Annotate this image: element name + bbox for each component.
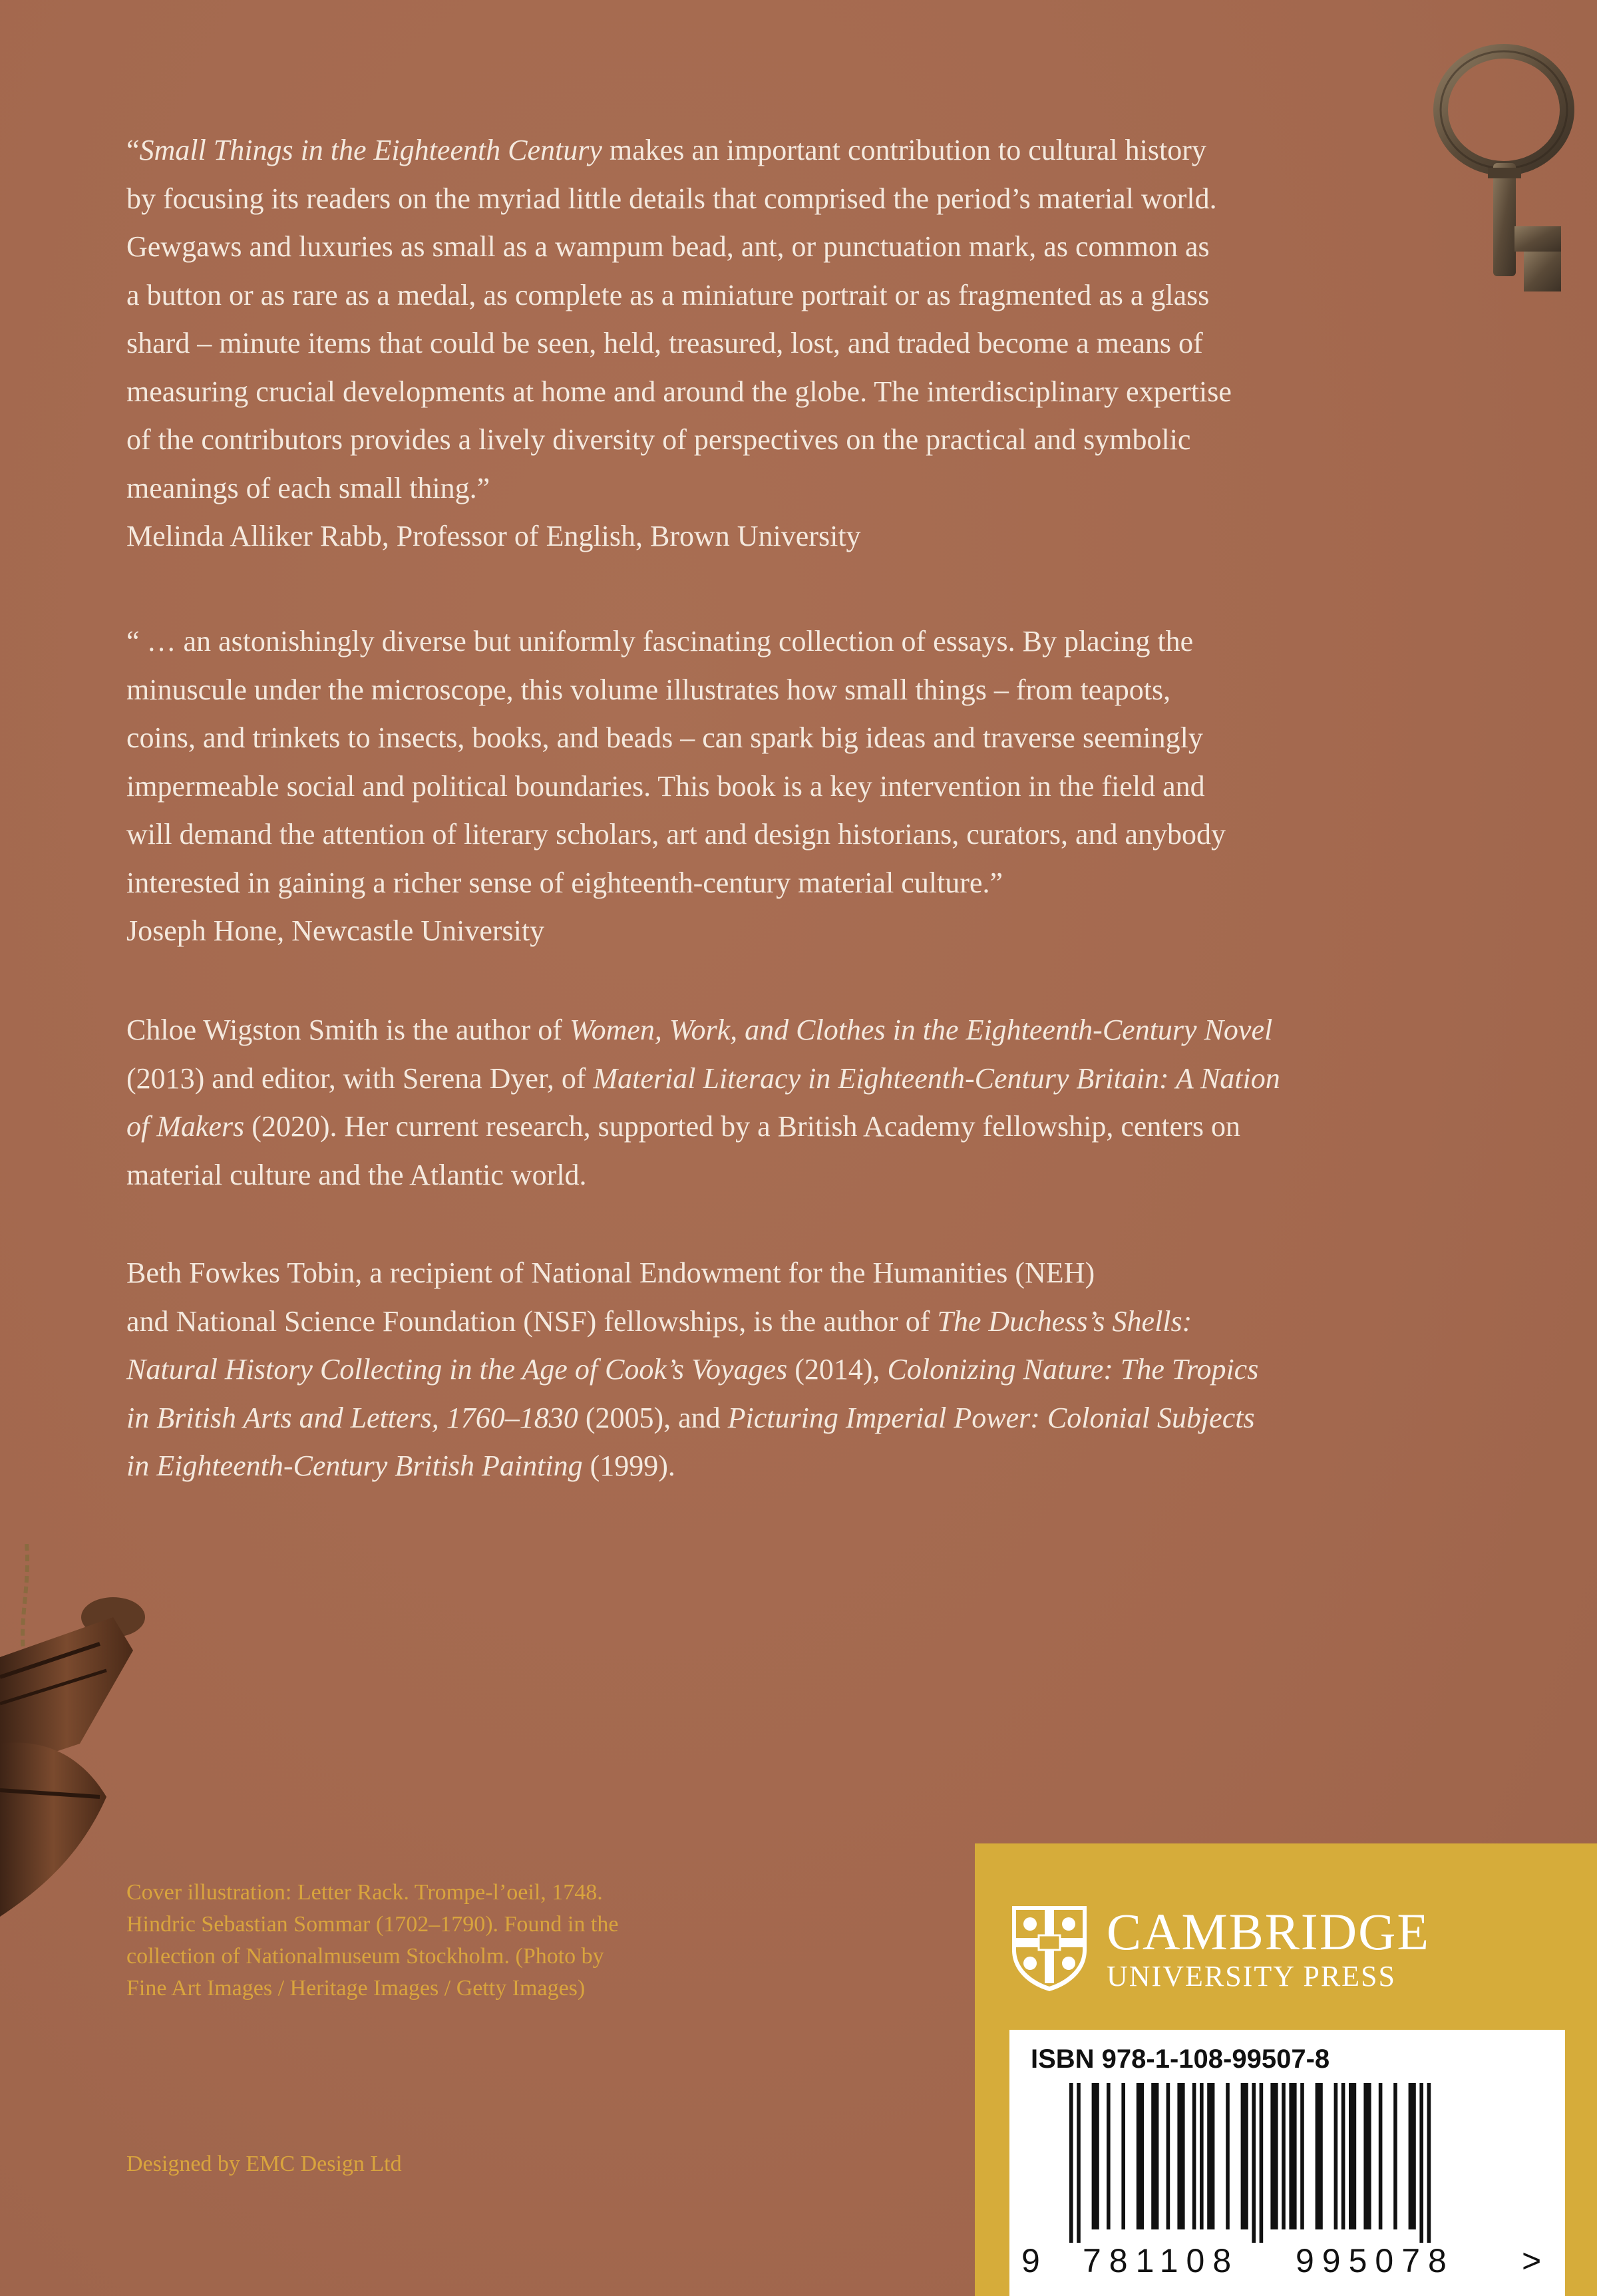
barcode-bar (1409, 2083, 1416, 2229)
quote-line: “ … an astonishingly diverse but uniformly fascinating collection of essays. By placing the (126, 625, 1194, 658)
review-quote-1 (126, 126, 1457, 561)
barcode-bar (1427, 2083, 1431, 2243)
barcode-bar (1137, 2083, 1144, 2229)
quote-line: measuring crucial developments at home and around the globe. The interdisciplinary expertise (126, 375, 1232, 408)
isbn-label: ISBN 978-1-108-99507-8 (1031, 2044, 1330, 2074)
barcode-bar (1226, 2083, 1230, 2229)
quote-line: Gewgaws and luxuries as small as a wampum bead, ant, or punctuation mark, as common as (126, 230, 1210, 263)
barcode-bar (1316, 2083, 1323, 2229)
barcode-bar (1282, 2083, 1286, 2229)
publisher-panel (975, 1843, 1597, 2296)
book-title: Small Things in the Eighteenth Century (139, 134, 602, 166)
barcode-end-marker: > (1522, 2242, 1542, 2279)
barcode-bar (1363, 2083, 1371, 2229)
publisher-name: CAMBRIDGE UNIVERSITY PRESS (1107, 1902, 1431, 1993)
quote-line: interested in gaining a richer sense of eighteenth-century material culture.” (126, 866, 1003, 899)
quote-attribution: Melinda Alliker Rabb, Professor of English, Brown University (126, 520, 861, 552)
quote-line: impermeable social and political boundaries. This book is a key intervention in the field and (126, 769, 1205, 803)
designer-credit: Designed by EMC Design Ltd (126, 2152, 402, 2176)
barcode-bar (1107, 2083, 1111, 2229)
quote-line: coins, and trinkets to insects, books, and beads – can spark big ideas and traverse seemingly (126, 721, 1203, 754)
quote-line: a button or as rare as a medal, as complete as a miniature portrait or as fragmented as a glass (126, 278, 1210, 311)
quote-attribution: Joseph Hone, Newcastle University (126, 914, 545, 947)
barcode-digit-first: 9 (1021, 2242, 1040, 2279)
teapot-icon (0, 1544, 160, 1917)
bio-line: material culture and the Atlantic world. (126, 1158, 587, 1191)
bio-line: in Eighteenth-Century British Painting (1999). (126, 1449, 675, 1482)
barcode-bar (1270, 2083, 1278, 2229)
barcode-bar (1092, 2083, 1099, 2229)
barcode-bar (1077, 2083, 1081, 2243)
editor-bio-1 (126, 1006, 1457, 1199)
bio-line: Beth Fowkes Tobin, a recipient of National Endowment for the Humanities (NEH) (126, 1256, 1095, 1289)
barcode-bar (1241, 2083, 1248, 2229)
review-quote-2 (126, 618, 1457, 956)
isbn-barcode (1009, 2030, 1565, 2296)
bio-line: (2013) and editor, with Serena Dyer, of Material Literacy in Eighteenth-Century Britain: A Nation (126, 1061, 1280, 1095)
quote-line: by focusing its readers on the myriad little details that comprised the period’s material world. (126, 182, 1217, 215)
cambridge-crest-icon (1009, 1903, 1089, 1993)
barcode-bar (1379, 2083, 1383, 2229)
quote-line: shard – minute items that could be seen, held, treasured, lost, and traded become a means of (126, 327, 1203, 359)
barcode-bar (1207, 2083, 1214, 2229)
barcode-bar (1069, 2083, 1073, 2243)
barcode-bar (1393, 2083, 1397, 2229)
barcode-bar (1166, 2083, 1170, 2229)
quote-line: minuscule under the microscope, this volume illustrates how small things – from teapots, (126, 673, 1171, 706)
barcode-bars (1029, 2083, 1522, 2249)
quote-line: of the contributors provides a lively diversity of perspectives on the practical and symbolic (126, 423, 1191, 456)
barcode-bar (1260, 2083, 1264, 2243)
bio-line: of Makers (2020). Her current research, supported by a British Academy fellowship, centers on (126, 1110, 1240, 1143)
editor-bio-2 (126, 1249, 1457, 1491)
barcode-digits-right: 995078 (1296, 2242, 1455, 2279)
barcode-bar (1121, 2083, 1125, 2229)
quote-line: meanings of each small thing.” (126, 471, 490, 504)
bio-line: Chloe Wigston Smith is the author of Women, Work, and Clothes in the Eighteenth-Century Novel (126, 1014, 1273, 1046)
barcode-bar (1334, 2083, 1338, 2229)
bio-line: Natural History Collecting in the Age of Cook’s Voyages (2014), Colonizing Nature: The Tropics (126, 1353, 1259, 1386)
barcode-bar (1200, 2083, 1204, 2229)
bio-line: and National Science Foundation (NSF) fellowships, is the author of The Duchess’s Shells: (126, 1304, 1192, 1338)
barcode-bar (1151, 2083, 1158, 2229)
bio-line: in British Arts and Letters, 1760–1830 (2005), and Picturing Imperial Power: Colonial Subjects (126, 1401, 1255, 1434)
barcode-bar (1341, 2083, 1345, 2229)
barcode-bar (1192, 2083, 1196, 2229)
barcode-bar (1177, 2083, 1184, 2229)
barcode-digits-left: 781108 (1083, 2242, 1240, 2279)
barcode-bar (1289, 2083, 1296, 2229)
barcode-bar (1349, 2083, 1356, 2229)
publisher-logo (1009, 1903, 1430, 1993)
cover-illustration-credit: Cover illustration: Letter Rack. Trompe-l’oeil, 1748. Hindric Sebastian Sommar (1702–1790). Found in the collection of Nationalmuseum Stockholm. (Photo by Fine Art Images / Heritage Images / Getty Images) (126, 1880, 619, 2001)
barcode-bar (1252, 2083, 1256, 2243)
barcode-bar (1300, 2083, 1304, 2229)
quote-line: will demand the attention of literary scholars, art and design historians, curators, and anybody (126, 818, 1226, 851)
barcode-bar (1419, 2083, 1423, 2243)
quote-line: “Small Things in the Eighteenth Century makes an important contribution to cultural history (126, 134, 1206, 166)
